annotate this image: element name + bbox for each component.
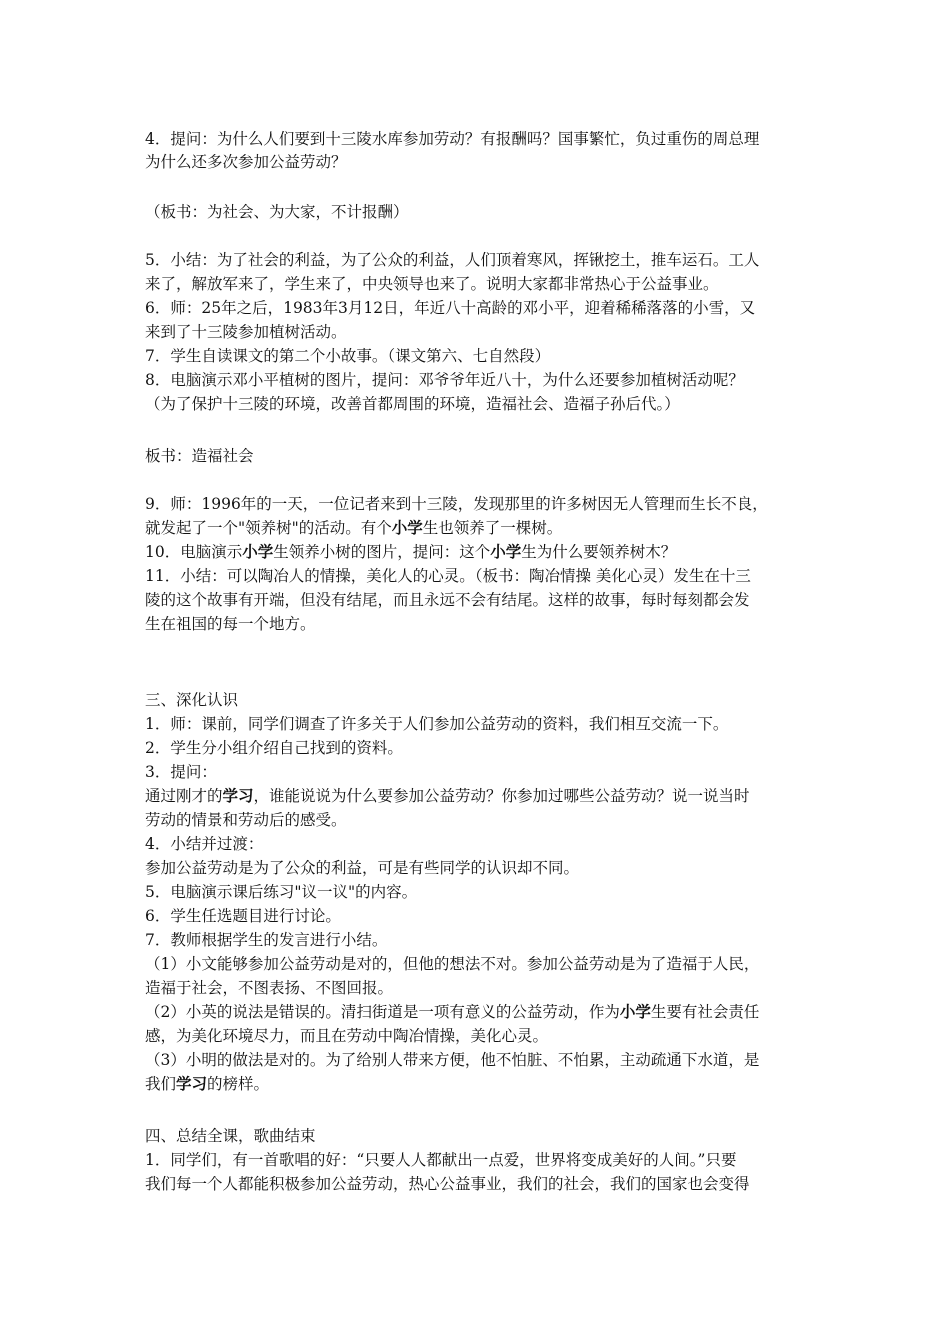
text-segment: 就发起了一个"领养树"的活动。有个 — [145, 519, 392, 537]
text-segment: （1）小文能够参加公益劳动是对的，但他的想法不对。参加公益劳动是为了造福于人民， — [145, 955, 760, 973]
text-line — [145, 249, 825, 271]
text-line — [145, 1173, 825, 1195]
text-segment: 8．电脑演示邓小平植树的图片，提问：邓爷爷年近八十，为什么还要参加植树活动呢？ — [145, 371, 744, 389]
text-line — [145, 713, 825, 735]
text-segment: 为什么还多次参加公益劳动？ — [145, 153, 347, 171]
text-line — [145, 151, 825, 173]
text-segment: 板书：造福社会 — [145, 447, 254, 465]
text-segment: 生为什么要领养树木？ — [521, 543, 677, 561]
text-segment: 三、深化认识 — [145, 691, 239, 709]
text-line — [145, 369, 825, 391]
text-line — [145, 881, 825, 903]
text-line — [145, 517, 825, 539]
bold-keyword: 小学 — [242, 542, 274, 561]
text-line — [145, 345, 825, 367]
text-line — [145, 613, 825, 635]
text-line — [145, 273, 825, 295]
text-line — [145, 297, 825, 319]
text-segment: 的榜样。 — [207, 1075, 270, 1093]
text-line — [145, 445, 825, 467]
text-segment: 10．电脑演示 — [145, 543, 243, 561]
text-segment: 生也领养了一棵树。 — [422, 519, 563, 537]
text-segment: 9．师：1996年的一天，一位记者来到十三陵，发现那里的许多树因无人管理而生长不良， — [145, 495, 768, 513]
text-segment: 7．教师根据学生的发言进行小结。 — [145, 931, 388, 949]
text-segment: 感，为美化环境尽力，而且在劳动中陶冶情操，美化心灵。 — [145, 1027, 549, 1045]
text-segment: 3．提问： — [145, 763, 217, 781]
text-segment: 造福于社会，不图表扬、不图回报。 — [145, 979, 394, 997]
text-segment: （3）小明的做法是对的。为了给别人带来方便，他不怕脏、不怕累，主动疏通下水道，是 — [145, 1051, 760, 1069]
text-segment: 4．提问：为什么人们要到十三陵水库参加劳动？有报酬吗？国事繁忙，负过重伤的周总理 — [145, 130, 760, 148]
text-line — [145, 128, 825, 150]
text-segment: 生在祖国的每一个地方。 — [145, 615, 316, 633]
text-line — [145, 689, 825, 711]
text-segment: ，谁能说说为什么要参加公益劳动？你参加过哪些公益劳动？说一说当时 — [253, 787, 750, 805]
text-line — [145, 589, 825, 611]
text-line — [145, 321, 825, 343]
text-segment: （板书：为社会、为大家，不计报酬） — [145, 203, 409, 221]
text-line — [145, 1025, 825, 1047]
text-line — [145, 1073, 825, 1095]
text-segment: 来了，解放军来了，学生来了，中央领导也来了。说明大家都非常热心于公益事业。 — [145, 275, 719, 293]
bold-keyword: 学习 — [176, 1074, 208, 1093]
text-segment: 6．学生任选题目进行讨论。 — [145, 907, 341, 925]
text-segment: 6．师：25年之后，1983年3月12日，年近八十高龄的邓小平，迎着稀稀落落的小雪，又 — [145, 299, 756, 317]
text-segment: 4．小结并过渡： — [145, 835, 264, 853]
text-segment: 陵的这个故事有开端，但没有结尾，而且永远不会有结尾。这样的故事，每时每刻都会发 — [145, 591, 750, 609]
text-segment: 1．同学们，有一首歌唱的好：“只要人人都献出一点爱，世界将变成美好的人间。”只要 — [145, 1151, 737, 1169]
text-line — [145, 809, 825, 831]
text-segment: 四、总结全课，歌曲结束 — [145, 1127, 316, 1145]
text-line — [145, 201, 825, 223]
text-segment: 我们每一个人都能积极参加公益劳动，热心公益事业，我们的社会，我们的国家也会变得 — [145, 1175, 750, 1193]
text-line — [145, 785, 825, 807]
text-segment: 11．小结：可以陶冶人的情操，美化人的心灵。（板书：陶冶情操 美化心灵）发生在十三 — [145, 567, 751, 585]
bold-keyword: 小学 — [619, 1002, 651, 1021]
bold-keyword: 学习 — [222, 786, 254, 805]
text-line — [145, 929, 825, 951]
text-line — [145, 393, 825, 415]
text-line — [145, 541, 825, 563]
text-segment: （2）小英的说法是错误的。清扫街道是一项有意义的公益劳动，作为 — [145, 1003, 620, 1021]
text-segment: （为了保护十三陵的环境，改善首都周围的环境，造福社会、造福子孙后代。） — [145, 395, 680, 413]
text-line — [145, 1125, 825, 1147]
text-line — [145, 905, 825, 927]
text-line — [145, 737, 825, 759]
bold-keyword: 小学 — [490, 542, 522, 561]
text-segment: 2．学生分小组介绍自己找到的资料。 — [145, 739, 403, 757]
text-line — [145, 565, 825, 587]
text-segment: 5．小结：为了社会的利益，为了公众的利益，人们顶着寒风，挥锹挖土，推车运石。工人 — [145, 251, 760, 269]
text-line — [145, 977, 825, 999]
text-segment: 我们 — [145, 1075, 177, 1093]
text-segment: 7．学生自读课文的第二个小故事。（课文第六、七自然段） — [145, 347, 551, 365]
text-segment: 生要有社会责任 — [650, 1003, 760, 1021]
text-segment: 生领养小树的图片，提问：这个 — [273, 543, 491, 561]
text-line — [145, 493, 825, 515]
text-segment: 参加公益劳动是为了公众的利益，可是有些同学的认识却不同。 — [145, 859, 580, 877]
text-segment: 5．电脑演示课后练习"议一议"的内容。 — [145, 883, 418, 901]
text-line — [145, 1049, 825, 1071]
text-line — [145, 857, 825, 879]
bold-keyword: 小学 — [391, 518, 423, 537]
text-segment: 1．师：课前，同学们调查了许多关于人们参加公益劳动的资料，我们相互交流一下。 — [145, 715, 729, 733]
text-line — [145, 761, 825, 783]
text-line — [145, 833, 825, 855]
text-line — [145, 1149, 825, 1171]
text-line — [145, 1001, 825, 1023]
text-line — [145, 953, 825, 975]
text-segment: 通过刚才的 — [145, 787, 223, 805]
text-segment: 来到了十三陵参加植树活动。 — [145, 323, 347, 341]
text-segment: 劳动的情景和劳动后的感受。 — [145, 811, 347, 829]
